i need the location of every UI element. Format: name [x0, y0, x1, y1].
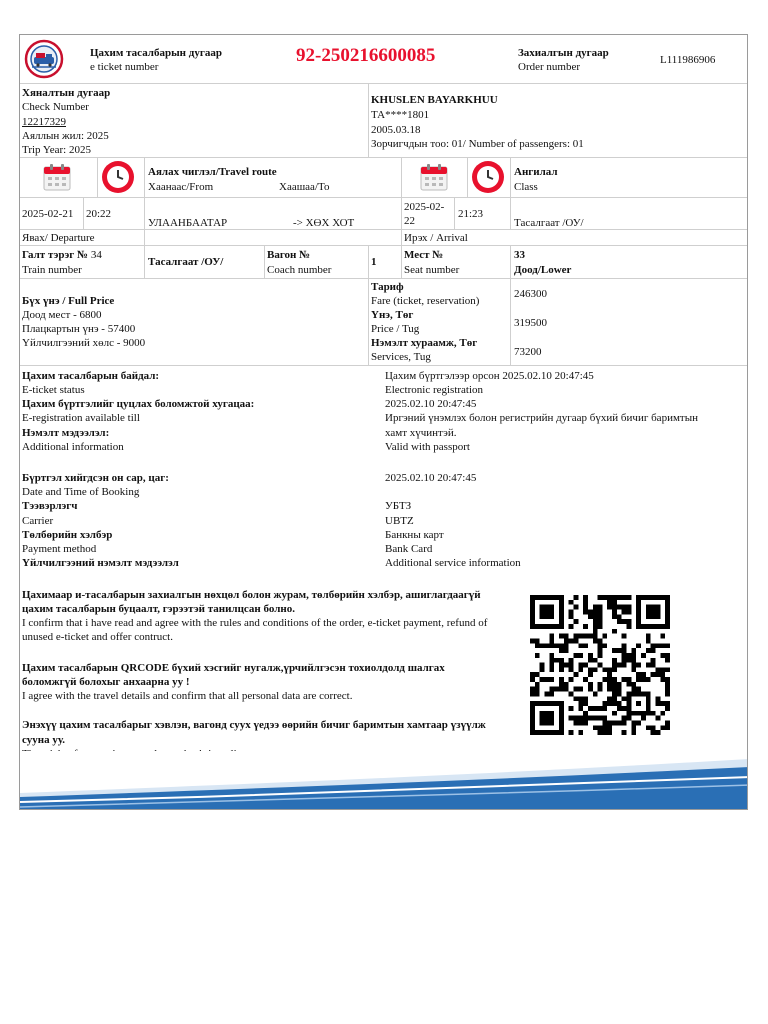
check-label: Check Number [22, 101, 89, 113]
order-number: L111986906 [660, 54, 716, 66]
divider [401, 197, 402, 229]
info-value-en: Valid with passport [385, 441, 470, 453]
seat-number: 33 [514, 249, 525, 261]
class-label-mn: Ангилал [514, 166, 558, 178]
coach-label-mn: Вагон № [267, 249, 311, 261]
price-label-mn: Үнэ, Төг [371, 309, 414, 321]
terms-p1-en-cont: unused e-ticket and offer contruct. [22, 631, 173, 643]
terms-p1-en: I confirm that i have read and agree with the rules and conditions of the order, e-ticket payment, refund of [22, 617, 488, 629]
booking-label-mn: Бүртгэл хийгдсэн он сар, цаг: [22, 472, 169, 484]
departure-time: 20:22 [86, 208, 112, 220]
divider [510, 197, 511, 229]
passenger-name: KHUSLEN BAYARKHUU [371, 94, 498, 106]
divider [401, 245, 402, 278]
seat-type: Доод/Lower [514, 264, 572, 276]
ubtz-logo-icon [24, 39, 64, 79]
route-to-label: Хаашаа/To [279, 181, 330, 193]
payment-label-mn: Төлбөрийн хэлбэр [22, 529, 113, 541]
extra-value: 73200 [514, 346, 542, 358]
price-label-en: Price / Tug [371, 323, 420, 335]
arrival-date: 2025-02- [404, 201, 445, 213]
arrival-time: 21:23 [458, 208, 484, 220]
terms-p1-mn-cont: цахим тасалбарын буцаалт, гэрээтэй танилцсан болно. [22, 603, 295, 615]
service-value: Additional service information [385, 557, 521, 569]
carrier-label-mn: Тээвэрлэгч [22, 500, 78, 512]
terms-p3-mn: Энэхүү цахим тасалбарыг хэвлэн, вагонд суух үедээ өөрийн бичиг баримтын хамтаар үзүүлж [22, 719, 486, 731]
divider [144, 229, 145, 245]
calendar-icon [42, 162, 72, 192]
divider [20, 245, 748, 246]
full-price-label: Бүх үнэ / Full Price [22, 295, 115, 307]
booking-label-en: Date and Time of Booking [22, 486, 140, 498]
check-title: Хяналтын дугаар [22, 87, 111, 99]
divider [368, 245, 369, 278]
terms-p2-en: I agree with the travel details and confirm that all personal data are correct. [22, 690, 353, 702]
reg-value: 2025.02.10 20:47:45 [385, 398, 477, 410]
coach-number: 1 [371, 256, 377, 268]
info-value: Иргэний үнэмлэх болон регистрийн дугаар бүхий бичиг баримтын [385, 412, 699, 424]
divider [144, 197, 145, 229]
footer-banner [20, 751, 748, 810]
lower-berth-price: Доод мест - 6800 [22, 309, 102, 321]
divider [264, 245, 265, 278]
terms-p3-mn-cont: сууна уу. [22, 734, 65, 746]
arrival-date-day: 22 [404, 215, 415, 227]
e-ticket [19, 34, 748, 810]
status-label-mn: Цахим тасалбарын байдал: [22, 370, 160, 382]
divider [83, 197, 84, 229]
divider [144, 245, 145, 278]
seat-label-mn: Мест № [404, 249, 444, 261]
train-number-label [22, 248, 102, 262]
train-label-en: Train number [22, 264, 82, 276]
trip-year-mn: Аяллын жил: 2025 [22, 130, 109, 142]
eticket-label-mn: Цахим тасалбарын дугаар [90, 47, 222, 59]
divider [401, 157, 402, 197]
platskart-price: Плацкартын үнэ - 57400 [22, 323, 136, 335]
coach-label-en: Coach number [267, 264, 332, 276]
divider [20, 197, 748, 198]
divider [20, 278, 748, 279]
seat-label-en: Seat number [404, 264, 460, 276]
divider [368, 83, 369, 157]
route-from-label: Хаанаас/From [148, 181, 214, 193]
departure-date: 2025-02-21 [22, 208, 74, 220]
info-value-cont: хамт хүчинтэй. [385, 427, 457, 439]
divider [510, 157, 511, 197]
divider [20, 365, 748, 366]
passenger-document: ТА****1801 [371, 109, 430, 121]
info-label-mn: Нэмэлт мэдээлэл: [22, 427, 110, 439]
divider [20, 83, 748, 84]
departure-label: Явах/ Departure [22, 232, 95, 244]
clock-icon [471, 160, 505, 194]
train-number: 34 [90, 249, 102, 261]
divider [401, 229, 402, 245]
divider [368, 278, 369, 365]
calendar-icon [419, 162, 449, 192]
route-to: -> ХӨХ ХОТ [293, 217, 355, 229]
ticket-number: 92-250216600085 [296, 45, 436, 66]
eticket-label-en: e ticket number [90, 61, 159, 73]
divider [97, 157, 98, 197]
extra-label-mn: Нэмэлт хураамж, Төг [371, 337, 478, 349]
terms-p1-mn: Цахимаар и-тасалбарын захиалгын нөхцөл болон журам, төлбөрийн хэлбэр, ашиглагдаагүй [22, 589, 481, 601]
clock-icon [101, 160, 135, 194]
booking-value: 2025.02.10 20:47:45 [385, 472, 477, 484]
trip-year-en: Trip Year: 2025 [22, 144, 91, 156]
tariff-label-mn: Тариф [371, 281, 404, 293]
service-label-mn: Үйлчилгээний нэмэлт мэдээлэл [22, 557, 179, 569]
carrier-label-en: Carrier [22, 515, 54, 527]
arrival-label: Ирэх / Arrival [404, 232, 468, 244]
train-class: Тасалгаат /ОУ/ [148, 256, 224, 268]
divider [20, 157, 748, 158]
payment-value-en: Bank Card [385, 543, 433, 555]
status-value: Цахим бүртгэлээр орсон 2025.02.10 20:47:45 [385, 370, 594, 382]
route-from: УЛААНБААТАР [148, 217, 228, 229]
payment-value: Банкны карт [385, 529, 444, 541]
check-number: 12217329 [22, 116, 66, 128]
passenger-dob: 2005.03.18 [371, 124, 421, 136]
status-value-en: Electronic registration [385, 384, 484, 396]
info-label-en: Additional information [22, 441, 124, 453]
train-label-mn: Галт тэрэг № [22, 249, 89, 261]
status-label-en: E-ticket status [22, 384, 85, 396]
terms-p2-mn: Цахим тасалбарын QRCODE бүхий хэсгийг нугалж,үрчийлгэсэн тохиолдолд шалгах [22, 662, 445, 674]
divider [467, 157, 468, 197]
price-value: 319500 [514, 317, 547, 329]
payment-label-en: Payment method [22, 543, 97, 555]
qr-code [530, 595, 670, 735]
divider [510, 278, 511, 365]
class-label-en: Class [514, 181, 538, 193]
class-value: Тасалгаат /ОУ/ [514, 217, 584, 229]
order-label-mn: Захиалгын дугаар [518, 47, 609, 59]
reg-label-mn: Цахим бүртгэлийг цуцлах боломжтой хугацаа: [22, 398, 255, 410]
passenger-count: Зорчигчдын тоо: 01/ Number of passengers: 01 [371, 138, 584, 150]
carrier-value: УБТЗ [385, 500, 412, 512]
carrier-value-en: UBTZ [385, 515, 414, 527]
tariff-label-en: Fare (ticket, reservation) [371, 295, 480, 307]
divider [144, 157, 145, 197]
divider [510, 245, 511, 278]
divider [20, 229, 748, 230]
terms-p2-mn-cont: боломжгүй болохыг анхаарна уу ! [22, 676, 190, 688]
divider [454, 197, 455, 229]
reg-label-en: E-registration available till [22, 412, 140, 424]
service-fee: Үйлчилгээний хөлс - 9000 [22, 337, 146, 349]
extra-label-en: Services, Tug [371, 351, 431, 363]
order-label-en: Order number [518, 61, 581, 73]
tariff-value: 246300 [514, 288, 547, 300]
route-title: Аялах чиглэл/Travel route [148, 166, 277, 178]
